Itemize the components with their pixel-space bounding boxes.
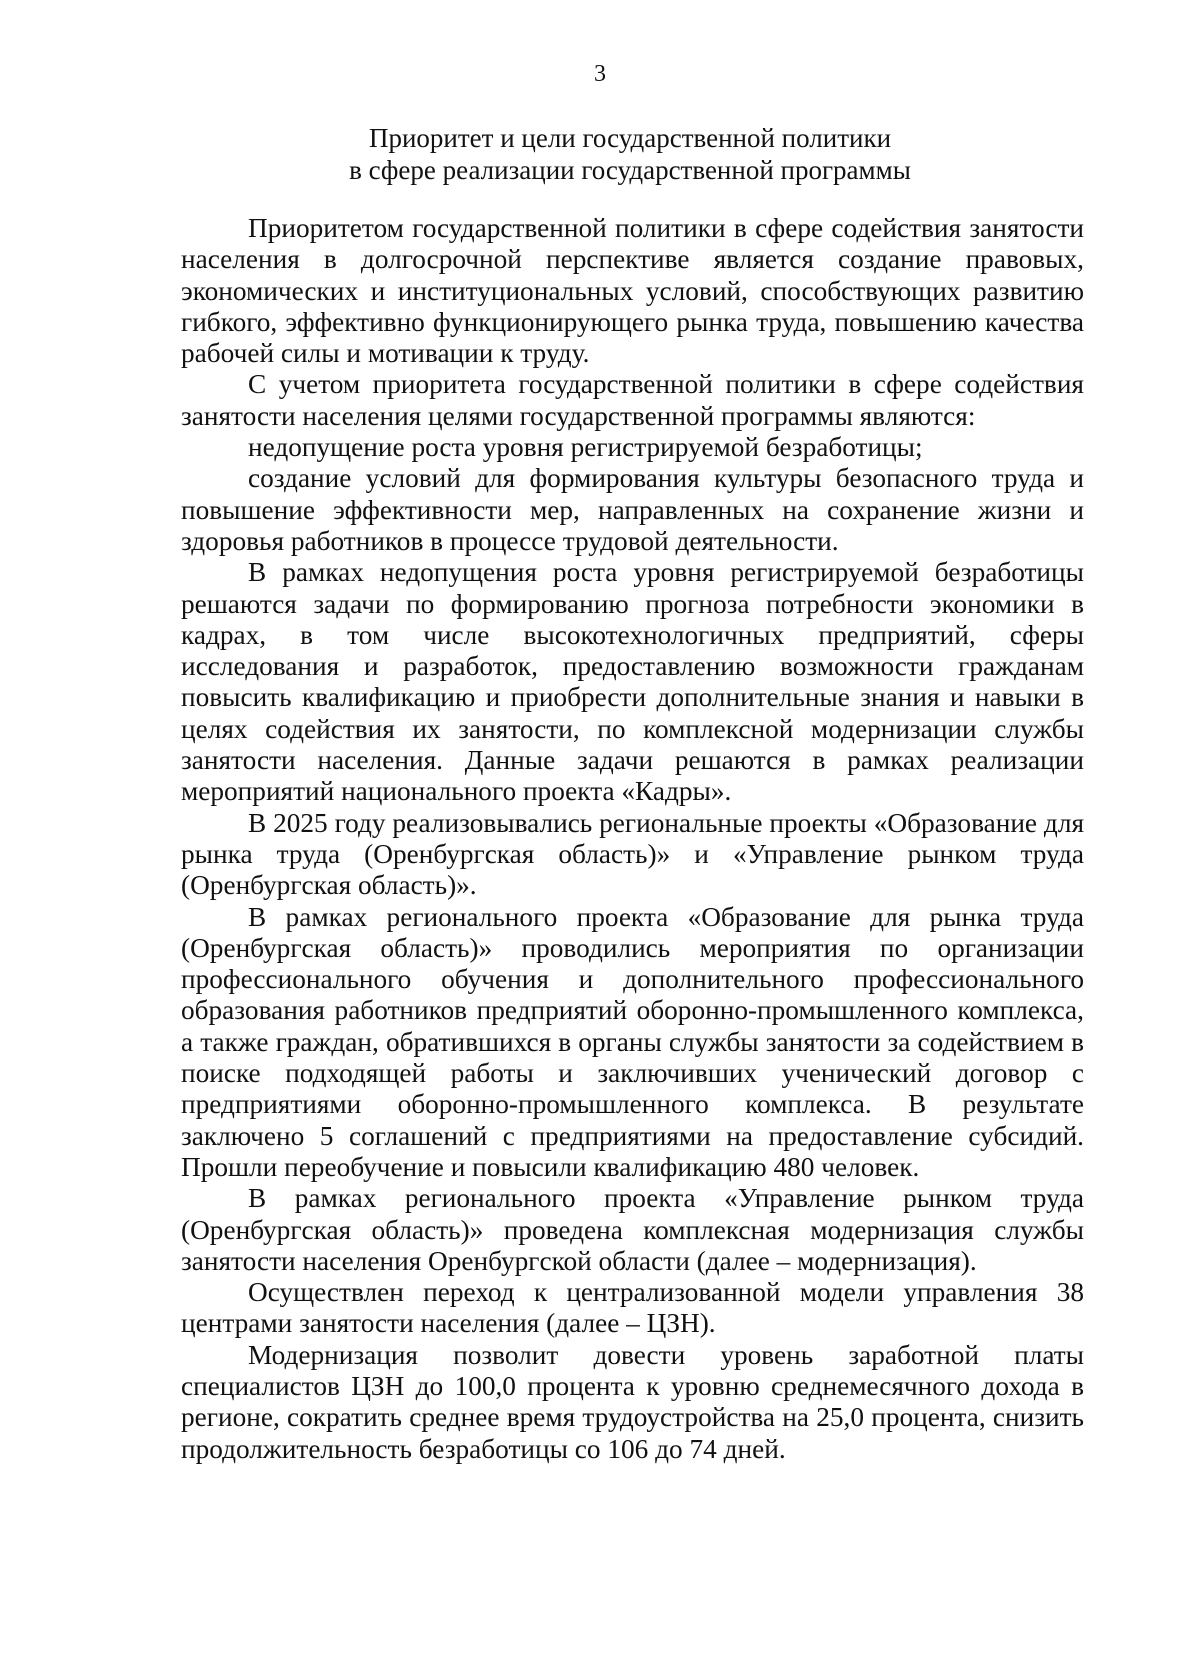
paragraph-goal-safe-labor: создание условий для формирования культуры безопасного труда и повышение эффективности мер, направленных на сохранение жизни и здоровья работников в процессе трудовой деятельности.: [181, 463, 1084, 556]
paragraph-education-project: В рамках регионального проекта «Образование для рынка труда (Оренбургская область)» проводились мероприятия по организации профессионального обучения и дополнительного профессионального образования работников предприятий оборонно-промышленного комплекса, а также граждан, обратившихся в органы службы занятости за содействием в поиске подходящей работы и заключивших ученический договор с предприятиями оборонно-промышленного комплекса. В результате заключено 5 соглашений с предприятиями на предоставление субсидий. Прошли переобучение и повысили квалификацию 480 человек.: [181, 901, 1084, 1182]
section-title-line-1: Приоритет и цели государственной политики: [368, 123, 892, 153]
page-number: 3: [594, 61, 606, 87]
paragraph-regional-projects: В 2025 году реализовывались региональные проекты «Образование для рынка труда (Оренбургская область)» и «Управление рынком труда (Оренбургская область)».: [181, 807, 1084, 901]
paragraph-tasks: В рамках недопущения роста уровня регистрируемой безработицы решаются задачи по формированию прогноза потребности экономики в кадрах, в том числе высокотехнологичных предприятий, сферы исследования и разработок, предоставлению возможности гражданам повысить квалификацию и приобрести дополнительные знания и навыки в целях содействия их занятости, по комплексной модернизации службы занятости населения. Данные задачи решаются в рамках реализации мероприятий национального проекта «Кадры».: [181, 557, 1084, 807]
document-body: [181, 213, 1084, 1465]
paragraph-labor-market-project: В рамках регионального проекта «Управление рынком труда (Оренбургская область)» проведена комплексная модернизация службы занятости населения Оренбургской области (далее – модернизация).: [181, 1183, 1084, 1276]
paragraph-modernization-results: Модернизация позволит довести уровень заработной платы специалистов ЦЗН до 100,0 процента к уровню среднемесячного дохода в регионе, сократить среднее время трудоустройства на 25,0 процента, снизить продолжительность безработицы со 106 до 74 дней.: [181, 1339, 1084, 1464]
paragraph-goals-intro: С учетом приоритета государственной политики в сфере содействия занятости населения целями государственной программы являются:: [181, 369, 1084, 431]
paragraph-goal-unemployment: недопущение роста уровня регистрируемой безработицы;: [248, 432, 923, 463]
paragraph-priority: Приоритетом государственной политики в сфере содействия занятости населения в долгосрочной перспективе является создание правовых, экономических и институциональных условий, способствующих развитию гибкого, эффективно функционирующего рынка труда, повышению качества рабочей силы и мотивации к труду.: [181, 213, 1084, 369]
section-title: [180, 122, 1080, 186]
section-title-line-2: в сфере реализации государственной программы: [349, 155, 911, 185]
paragraph-centralization: Осуществлен переход к централизованной модели управления 38 центрами занятости населения (далее – ЦЗН).: [181, 1277, 1084, 1339]
